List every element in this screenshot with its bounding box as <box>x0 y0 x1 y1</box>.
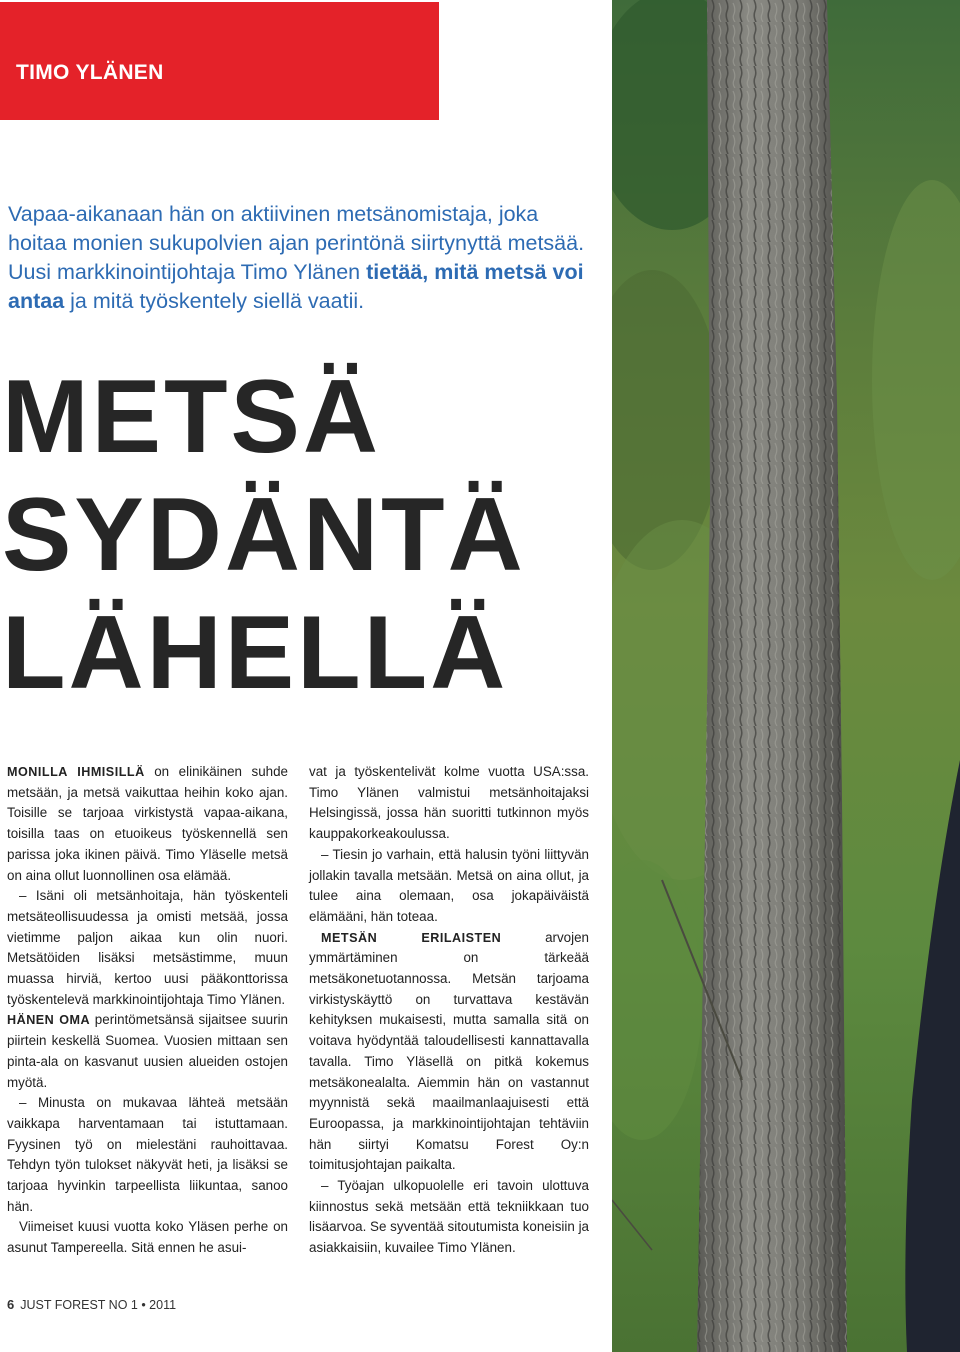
paragraph: vat ja työskentelivät kolme vuotta USA:ssa. Timo Ylänen valmistui metsänhoitajaksi Helsingissä, jossa hän suoritti tutkinnon myös kauppakorkeakoulussa. <box>309 764 589 842</box>
paragraph: Viimeiset kuusi vuotta koko Yläsen perhe on asunut Tampereella. Sitä ennen he asui- <box>7 1219 288 1256</box>
paragraph-lead-in: HÄNEN OMA <box>7 1013 91 1028</box>
paragraph: – Isäni oli metsänhoitaja, hän työskenteli metsäteollisuudessa ja omisti metsää, jossa vietimme paljon aikaa kun olin nuori. Metsätöiden lisäksi metsästimme, muun muassa hirviä, kertoo uusi pääkonttorissa työskentelevä markkinointijohtaja Timo Ylänen. <box>7 888 288 1007</box>
paragraph: – Minusta on mukavaa lähteä metsään vaikkapa harventamaan tai istuttamaan. Fyysinen työ on mielestäni rauhoittavaa. Tehdyn työn tulokset näkyvät heti, ja lisäksi se tarjoaa hyvinkin tarpeellista liikuntaa, sanoo hän. <box>7 1095 288 1214</box>
page-footer <box>7 1297 176 1312</box>
publication-name: JUST FOREST NO 1 • 2011 <box>20 1298 177 1312</box>
lead-text: Vapaa-aikanaan hän on aktiivinen metsänomistaja, joka hoitaa monien sukupolvien ajan perintönä siirtynyttä metsää. Uusi markkinointijohtaja Timo Ylänen <box>8 202 585 284</box>
section-tag-label: TIMO YLÄNEN <box>16 61 164 84</box>
headline-line-2: SYDÄNTÄ <box>2 477 526 593</box>
headline-line-3: LÄHELLÄ <box>2 595 509 711</box>
paragraph-text: arvojen ymmärtäminen on tärkeää metsäkonetuotannossa. Metsän tarjoama virkistyskäyttö on turvattava kestävän kehityksen mukaisesti, mutta samalla sitä on voitava hyödyntää taloudellisesti kannattavalla tavalla. Timo Yläsellä on pitkä kokemus metsäkonealalta. Aiemmin hän on vastannut myynnistä sekä maailmanlaajuisesti että Euroopassa, ja markkinointijohtajan tehtäviin hän siirtyi Komatsu Forest Oy:n toimitusjohtajan paikalta. <box>309 929 589 1173</box>
article-column-2 <box>309 762 589 1259</box>
paragraph-text: perintömetsänsä sijaitsee suurin piirtein keskellä Suomea. Vuosien mittaan sen pinta-ala on kasvanut uusien alueiden ostojen myötä. <box>7 1012 288 1090</box>
paragraph <box>309 928 589 1176</box>
paragraph <box>7 762 288 886</box>
paragraph: – Työajan ulkopuolelle eri tavoin ulottuva kiinnostus sekä metsään että tekniikkaan tuo lisäarvoa. Se syventää sitoutumista koneisiin ja asiakkaisiin, kuvailee Timo Ylänen. <box>309 1178 589 1256</box>
paragraph-text: on elinikäinen suhde metsään, ja metsä vaikuttaa heihin koko ajan. Toisille se tarjoaa virkistystä vapaa-aikana, toisilla taas on etuoikeus työskennellä sen parissa joka ikinen päivä. Timo Yläselle metsä on aina ollut luonnollinen osa elämää. <box>7 764 288 883</box>
forest-photo <box>612 0 960 1352</box>
article-column-1 <box>7 762 288 1259</box>
paragraph-lead-in: METSÄN ERILAISTEN <box>321 930 502 945</box>
paragraph <box>7 1010 288 1093</box>
headline <box>2 358 602 712</box>
tree-trunk-image <box>612 0 960 1352</box>
lead-paragraph <box>8 200 593 316</box>
paragraph: – Tiesin jo varhain, että halusin työni liittyvän jollakin tavalla metsään. Metsä on aina ollut, ja tulee aina olemaan, osa jokapäiväistä elämääni, hän toteaa. <box>309 846 589 924</box>
lead-bold-text: tietää, mitä metsä voi antaa <box>8 260 584 313</box>
page-number: 6 <box>7 1297 15 1312</box>
section-tag <box>0 2 439 120</box>
headline-line-1: METSÄ <box>2 359 381 475</box>
paragraph-lead-in: MONILLA IHMISILLÄ <box>7 765 145 779</box>
lead-text-end: ja mitä työskentely siellä vaatii. <box>64 289 365 313</box>
